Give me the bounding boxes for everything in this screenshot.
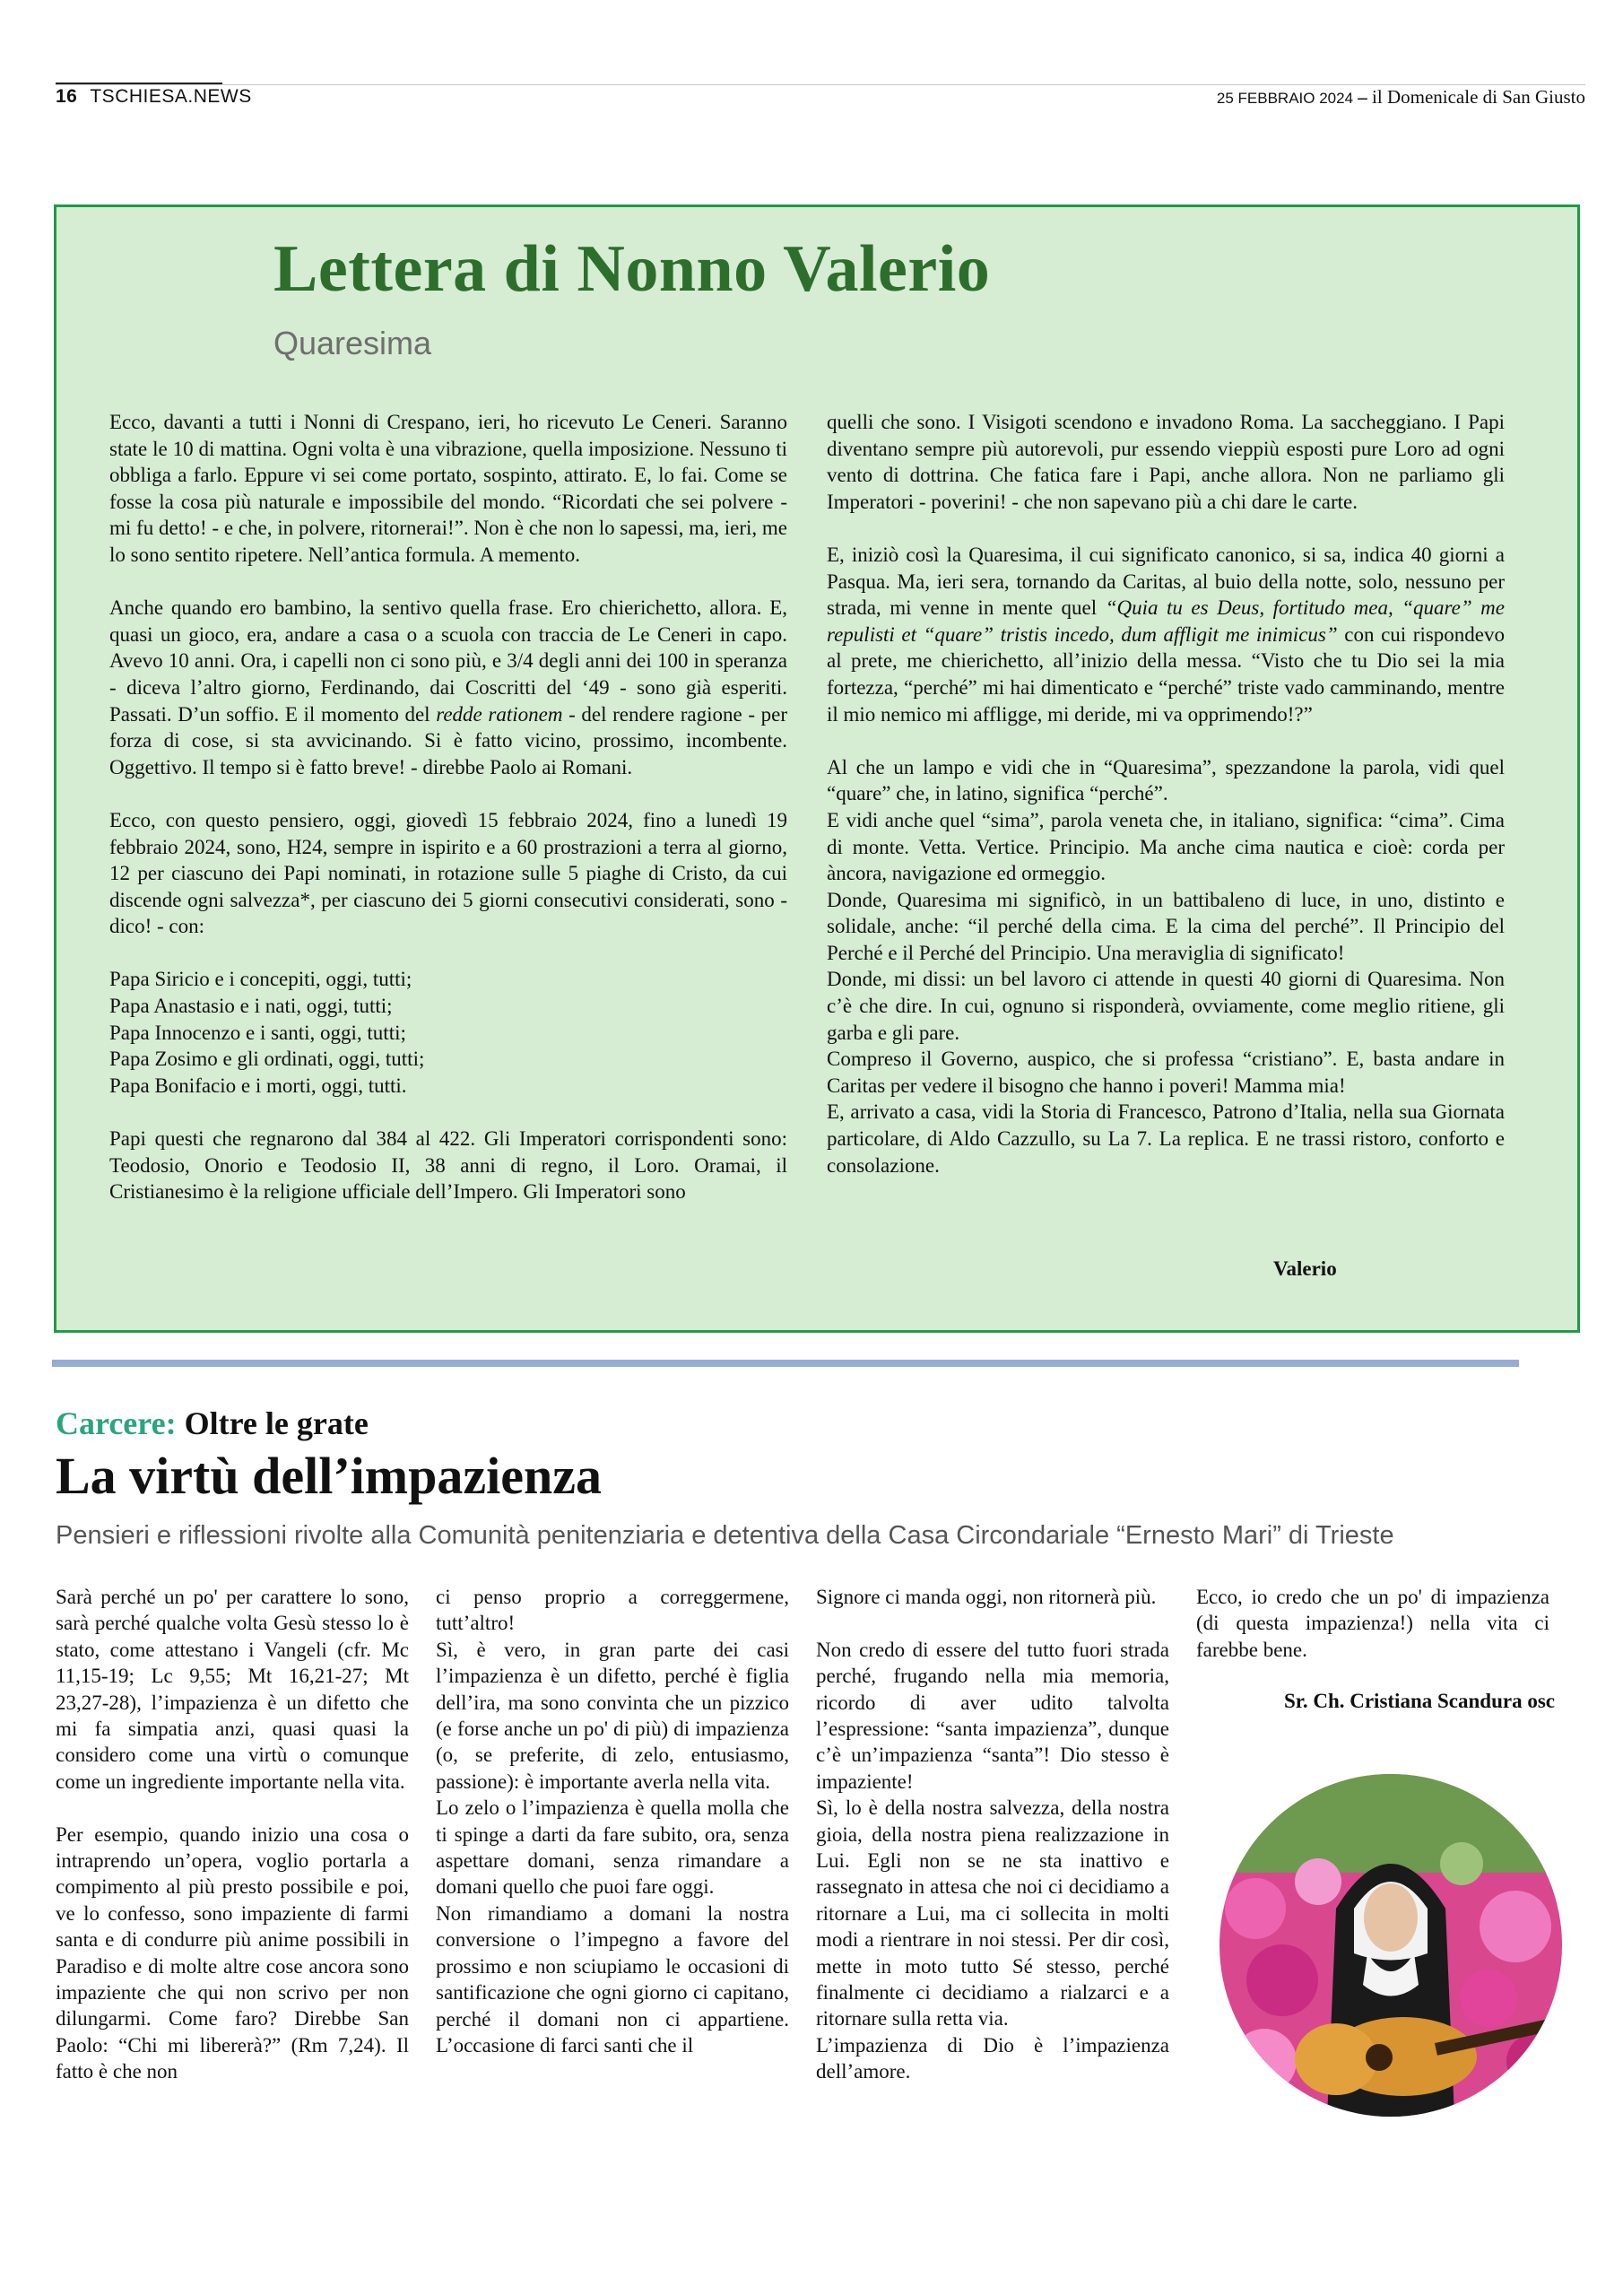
text-run: Anche quando ero bambino, la sentivo quella frase. Ero chierichetto, allora. E, quasi un gioco, era, andare a casa o a scuola con traccia de Le Ceneri in capo. Avevo 10 anni. Ora, i capelli non ci sono più, e 3/4 degli anni dei 100 in speranza - diceva l’altro giorno, Ferdinando, dai Coscritti del ‘49 - sono già esperiti. Passati. D’un soffio. E il momento del [109,596,787,726]
publication-name: il Domenicale di San Giusto [1372,86,1585,108]
article-column-4 [1196,1584,1549,1663]
letter-title: Lettera di Nonno Valerio [273,232,991,306]
article-line: ci penso proprio a correggermene, tutt’altro! [436,1586,789,1635]
letter-paragraph [109,595,787,780]
letter-paragraph: Papi questi che regnarono dal 384 al 422. Gli Imperatori corrispondenti sono: Teodosio, Onorio e Teodosio II, 38 anni di regno, il Loro. Oramai, il Cristianesimo è la religione ufficiale dell’Impero. Gli Imperatori sono [109,1127,787,1204]
letter-column-1 [109,409,787,1205]
article-paragraph: Ecco, io credo che un po' di impazienza (di questa impazienza!) nella vita ci farebbe bene. [1196,1586,1549,1661]
article-line: Sì, lo è della nostra salvezza, della nostra gioia, della nostra piena realizzazione in Lui. Egli non se ne sta inattivo e rassegnato in attesa che noi ci decidiamo a ritornare a Lui, ma ci sollecita in molti modi a rientrare in noi stessi. Per dir così, mette in moto tutto Sé stesso, perché finalmente ci decidiamo a rialzarci e a ritornare sulla retta via. [816,1796,1169,2031]
article-title: La virtù dell’impazienza [56,1447,602,1505]
letter-subtitle: Quaresima [273,325,432,361]
text-run: E, iniziò così la Quaresima, il cui significato canonico, si sa, indica 40 giorni a Pasqua. Ma, ieri sera, tornando da Caritas, al buio della notte, solo, nessuno per strada, mi venne in mente quel [827,543,1505,620]
letter-paragraph: Ecco, con questo pensiero, oggi, giovedì 15 febbraio 2024, fino a lunedì 19 febbraio 2024, sono, H24, sempre in ispirito e a 60 prostrazioni a terra al giorno, 12 per ciascuno dei Papi nominati, in rotazione sulle 5 piaghe di Cristo, da cui discende ogni salvezza*, per ciascuno dei 5 giorni consecutivi considerati, sono - dico! - con: [109,808,787,938]
latin-phrase: redde rationem [436,702,563,726]
letter-line: E, arrivato a casa, vidi la Storia di Francesco, Patrono d’Italia, nella sua Giornata particolare, di Aldo Cazzullo, su La 7. La replica. E ne trassi ristoro, conforto e consolazione. [827,1100,1505,1177]
kicker-label: Carcere: [56,1405,177,1441]
article-column-3 [816,1584,1169,2085]
letter-paragraph [827,542,1505,727]
article-line: Non rimandiamo a domani la nostra conversione o l’impegno a favore del prossimo e non sciupiamo le occasioni di santificazione che ogni giorno ci capitano, perché il domani non ci appartiene. L’occasione di farci santi che il [436,1901,789,2057]
text-run: con cui rispondevo al prete, me chierichetto, all’inizio della messa. “Visto che tu Dio sei la mia fortezza, “perché” mi hai dimenticato e “perché” triste vado camminando, mentre il mio nemico mi affligge, mi deride, mi va opprimendo!?” [827,622,1505,726]
issue-date: 25 FEBBRAIO 2024 [1216,90,1354,107]
page-number: 16 [56,86,78,107]
article-line: Non credo di essere del tutto fuori strada perché, frugando nella mia memoria, ricordo di aver udito talvolta l’espressione: “santa impazienza”, dunque c’è un’impazienza “santa”! Dio stesso è impaziente! [816,1638,1169,1793]
section-divider [52,1360,1519,1367]
latin-phrase: “Quia tu es Deus, fortitudo mea, “quare” me repulisti et “quare” tristis incedo, dum affligit me inimicus” [827,596,1505,646]
article-column-2 [436,1584,789,2058]
text-run: - del rendere ragione - per forza di cose, si sta avvicinando. Si è fatto vicino, prossimo, incombente. Oggettivo. Il tempo si è fatto breve! - direbbe Paolo ai Romani. [109,702,787,778]
author-photo [1219,1774,1562,2117]
letter-line: Donde, Quaresima mi significò, in un battibaleno di luce, in uno, distinto e solidale, anche: “il perché della cima. E la cima del perché”. Il Principio del Perché e il Perché del Principio. Una meraviglia di significato! [827,888,1505,964]
header-rule [56,84,1585,85]
letter-line: E vidi anche quel “sima”, parola veneta che, in italiano, significa: “cima”. Cima di monte. Vetta. Vertice. Principio. Ma anche cima nautica e cioè: corda per àncora, navigazione ed ormeggio. [827,808,1505,885]
letter-paragraph: Ecco, davanti a tutti i Nonni di Crespano, ieri, ho ricevuto Le Ceneri. Saranno state le 10 di mattina. Ogni volta è una vibrazione, quella imposizione. Nessuno ti obbliga a farlo. Eppure vi sei come portato, sospinto, attirato. E, lo fai. Come se fosse la cosa più naturale e impossibile del mondo. “Ricordati che sei polvere - mi fu detto! - e che, in polvere, ritornerai!”. Non è che non lo sapessi, ma, ieri, me lo sono sentito ripetere. Nell’antica formula. A memento. [109,411,787,566]
letter-signature: Valerio [1273,1257,1337,1280]
article-kicker [56,1405,369,1442]
article-paragraph: Sarà perché un po' per carattere lo sono, sarà perché qualche volta Gesù stesso lo è stato, come attestano i Vangeli (cfr. Mc 11,15-19; Lc 9,55; Mt 16,21-27; Mt 23,27-28), l’impazienza è un difetto che mi fa simpatia anzi, quasi quasi la considero come una virtù o comunque come un ingrediente importante nella vita. [56,1586,409,1793]
page-header-left [56,86,252,108]
letter-paragraph [827,754,1505,1179]
article-author: Sr. Ch. Cristiana Scandura osc [1283,1690,1555,1712]
pope-list-item: Papa Innocenzo e i santi, oggi, tutti; [109,1021,406,1044]
header-dash: – [1358,86,1367,108]
pope-list-item: Papa Bonifacio e i morti, oggi, tutti. [109,1074,407,1097]
article-line: L’impazienza di Dio è l’impazienza dell’amore. [816,2033,1169,2083]
letter-paragraph: quelli che sono. I Visigoti scendono e invadono Roma. La saccheggiano. I Papi diventano sempre più autorevoli, pur essendo vieppiù esposti pure Loro ad ogni vento di dottrina. Che fatica fare i Papi, anche allora. Non ne parliamo gli Imperatori - poverini! - che non sapevano più a chi dare le carte. [827,411,1505,513]
pope-list [109,966,787,1099]
article-paragraph: Signore ci manda oggi, non ritornerà più. [816,1586,1157,1608]
kicker-topic: Oltre le grate [184,1405,369,1441]
letter-line: Al che un lampo e vidi che in “Quaresima”, spezzandone la parola, vidi quel “quare” che, in latino, significa “perché”. [827,755,1505,805]
pope-list-item: Papa Siricio e i concepiti, oggi, tutti; [109,968,412,991]
article-paragraph: Per esempio, quando inizio una cosa o intraprendo un’opera, voglio portarla a compimento al più presto possibile e poi, ve lo confesso, sono impaziente di farmi santa e di condurre più anime possibili in Paradiso e di molte altre cose ancora sono impaziente che qui non scrivo per non dilungarmi. Come faro? Direbbe San Paolo: “Chi mi libererà?” (Rm 7,24). Il fatto è che non [56,1822,409,2083]
section-name: TSCHIESA.NEWS [90,86,252,107]
article-column-1 [56,1584,409,2085]
pope-list-item: Papa Anastasio e i nati, oggi, tutti; [109,995,393,1018]
letter-line: Donde, mi dissi: un bel lavoro ci attende in questi 40 giorni di Quaresima. Non c’è che dire. In cui, ognuno si risponderà, ovviamente, come meglio ritiene, gli garba e gli pare. [827,968,1505,1044]
letter-line: Compreso il Governo, auspico, che si professa “cristiano”. E, basta andare in Caritas per vedere il bisogno che hanno i poveri! Mamma mia! [827,1048,1505,1097]
article-line: Lo zelo o l’impazienza è quella molla che ti spinge a darti da fare subito, ora, senza aspettare domani, senza rimandare a domani quello che puoi fare oggi. [436,1796,789,1899]
letter-column-2 [827,409,1505,1178]
page-header-right [1217,86,1585,109]
pope-list-item: Papa Zosimo e gli ordinati, oggi, tutti; [109,1048,425,1071]
nun-with-guitar-image [1219,1774,1562,2117]
article-line: Sì, è vero, in gran parte dei casi l’impazienza è un difetto, perché è figlia dell’ira, ma sono convinta che un pizzico (e forse anche un po' di più) di impazienza (o, se preferite, di zelo, entusiasmo, passione): è importante averla nella vita. [436,1638,789,1793]
article-subtitle: Pensieri e riflessioni rivolte alla Comunità penitenziaria e detentiva della Casa Circondariale “Ernesto Mari” di Trieste [56,1521,1394,1550]
